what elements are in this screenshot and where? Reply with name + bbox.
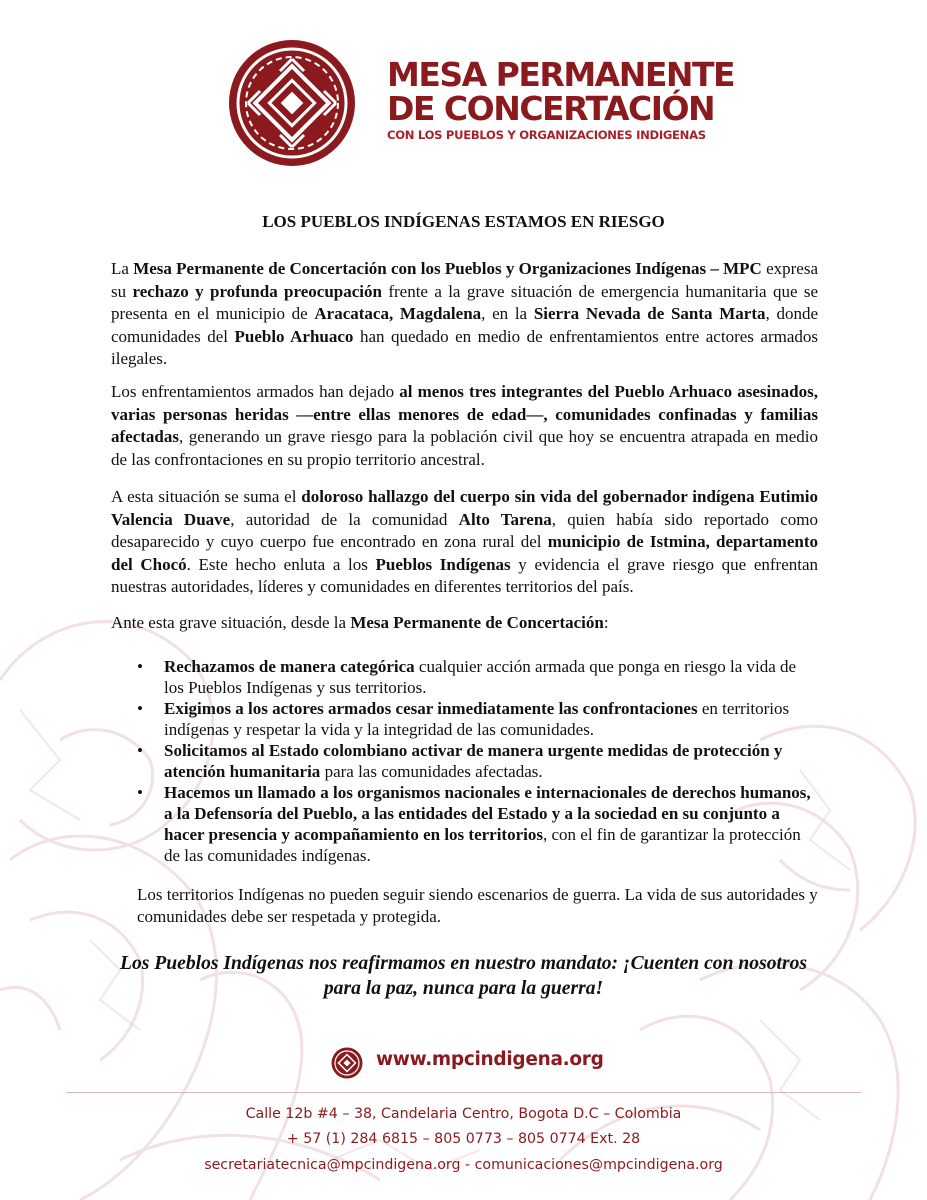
bullet-icon: •	[137, 741, 143, 760]
footer-emails[interactable]: secretariatecnica@mpcindigena.org - comunicaciones@mpcindigena.org	[204, 1157, 723, 1173]
bullet-icon: •	[137, 657, 143, 676]
list-item: • Exigimos a los actores armados cesar inmediatamente las confrontaciones en territorios indígenas y respetar la vida y la integridad de las comunidades.	[137, 699, 790, 739]
paragraph-3: A esta situación se suma el doloroso hallazgo del cuerpo sin vida del gobernador indígena Eutimio Valencia Duave, autoridad de la comunidad Alto Tarena, quien había sido reportado como desaparecido y cuyo cuerpo fue encontrado en zona rural del municipio de Istmina, departamento del Chocó. Este hecho enluta a los Pueblos Indígenas y evidencia el grave riesgo que enfrentan nuestras autoridades, líderes y comunidades en diferentes territorios del país.	[111, 487, 819, 597]
paragraph-2: Los enfrentamientos armados han dejado al menos tres integrantes del Pueblo Arhuaco asesinados, varias personas heridas —entre ellas menores de edad—, comunidades confinadas y familias afectadas, generando un grave riesgo para la población civil que hoy se encuentra atrapada en medio de las confrontaciones en su propio territorio ancestral.	[111, 382, 819, 469]
paragraph-4: Ante esta grave situación, desde la Mesa Permanente de Concertación:	[111, 613, 609, 632]
website-link[interactable]: www.mpcindigena.org	[376, 1049, 604, 1070]
bullet-icon: •	[137, 699, 143, 718]
footer-address: Calle 12b #4 – 38, Candelaria Centro, Bogota D.C – Colombia	[245, 1106, 682, 1122]
list-item: • Solicitamos al Estado colombiano activar de manera urgente medidas de protección y atención humanitaria para las comunidades afectadas.	[137, 741, 783, 781]
footer-logo-icon	[331, 1047, 363, 1079]
list-item: • Rechazamos de manera categórica cualquier acción armada que ponga en riesgo la vida de los Pueblos Indígenas y sus territorios.	[137, 657, 797, 697]
brand-name-line2: DE CONCERTACIÓN	[387, 89, 715, 128]
paragraph-1: La Mesa Permanente de Concertación con los Pueblos y Organizaciones Indígenas – MPC expresa su rechazo y profunda preocupación frente a la grave situación de emergencia humanitaria que se presenta en el municipio de Aracataca, Magdalena, en la Sierra Nevada de Santa Marta, donde comunidades del Pueblo Arhuaco han quedado en medio de enfrentamientos entre actores armados ilegales.	[111, 259, 819, 369]
brand-subtitle: CON LOS PUEBLOS Y ORGANIZACIONES INDIGENAS	[387, 128, 706, 142]
footer-divider	[66, 1092, 861, 1093]
page-title: LOS PUEBLOS INDÍGENAS ESTAMOS EN RIESGO	[262, 212, 665, 231]
paragraph-5: Los territorios Indígenas no pueden seguir siendo escenarios de guerra. La vida de sus autoridades y comunidades debe ser respetada y protegida.	[137, 885, 818, 926]
closing-statement: Los Pueblos Indígenas nos reafirmamos en nuestro mandato: ¡Cuenten con nosotros para la paz, nunca para la guerra!	[120, 953, 807, 999]
mpc-logo-icon	[226, 37, 358, 169]
demands-list	[137, 656, 818, 866]
footer-phones: + 57 (1) 284 6815 – 805 0773 – 805 0774 Ext. 28	[286, 1131, 641, 1147]
list-item: • Hacemos un llamado a los organismos nacionales e internacionales de derechos humanos, a la Defensoría del Pueblo, a las entidades del Estado y a la sociedad en su conjunto a hacer presencia y acompañamiento en los territorios, con el fin de garantizar la protección de las comunidades indígenas.	[137, 783, 811, 865]
bullet-icon: •	[137, 783, 143, 802]
brand-name-line1: MESA PERMANENTE	[387, 55, 735, 94]
organization-brand	[387, 55, 735, 143]
